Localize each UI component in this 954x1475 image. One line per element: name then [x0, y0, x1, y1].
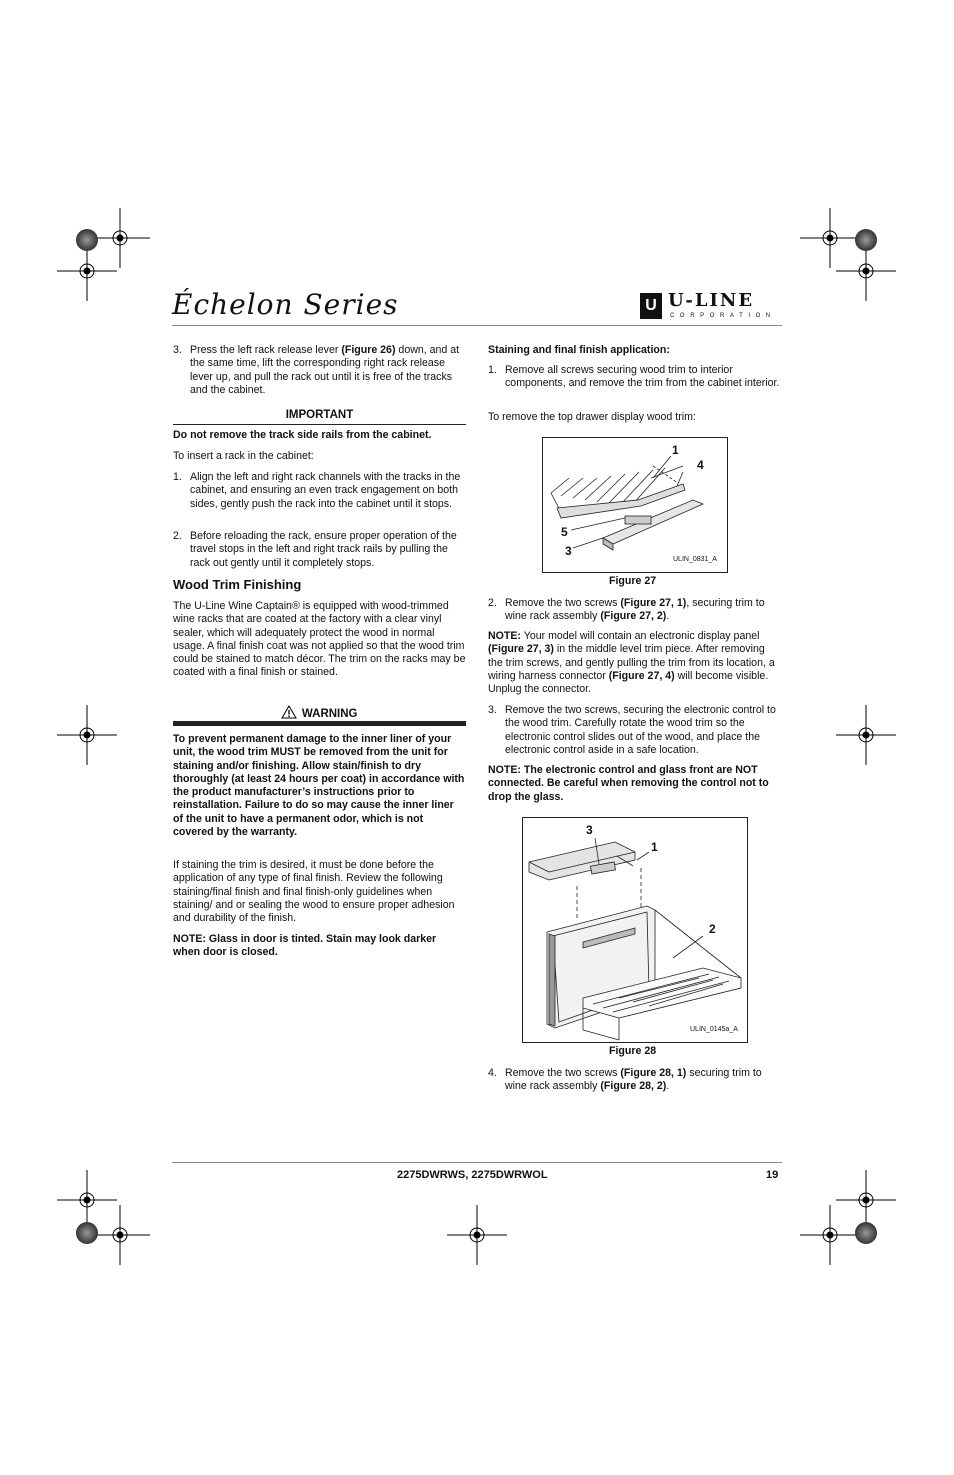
logo-name: U-LINE	[668, 290, 755, 311]
section-title: Wood Trim Finishing	[173, 577, 302, 592]
fig27-callout-1: 1	[672, 443, 679, 457]
staining-heading: Staining and final finish application:	[488, 344, 670, 356]
fig27-callout-5: 5	[561, 525, 568, 539]
footer-models: 2275DWRWS, 2275DWRWOL	[397, 1169, 548, 1181]
fig28-callout-2: 2	[709, 922, 716, 936]
important-heading: IMPORTANT	[285, 409, 354, 421]
fig28-code: ULIN_0145a_A	[690, 1026, 738, 1033]
staining-paragraph: If staining the trim is desired, it must be done before the application of any type of final finish. Review the following staining/final finish and final finish-only guidelines when staining/ and or sealing the wood to ensure proper adhesion and durability of the finish.	[173, 859, 455, 925]
footer-rule	[172, 1162, 782, 1163]
insert-intro: To insert a rack in the cabinet:	[173, 450, 314, 462]
figure-28	[522, 817, 748, 1043]
header-rule	[172, 325, 782, 326]
warning-heading: WARNING	[301, 708, 358, 720]
wood-paragraph: The U-Line Wine Captain® is equipped with wood-trimmed wine racks that are coated at the factory with a clear vinyl sealer, which will adequately protect the wood in normal usage. A final finish coat was not applied so that the wood trim could be stained to match décor. The trim on the racks may be coated with a final finish or stained.	[173, 600, 466, 679]
remove-top-intro: To remove the top drawer display wood trim:	[488, 411, 696, 423]
fig27-callout-3: 3	[565, 544, 572, 558]
important-text: Do not remove the track side rails from the cabinet.	[173, 429, 432, 441]
fig28-callout-1: 1	[651, 840, 658, 854]
brand-logo	[640, 290, 782, 323]
series-title: Échelon Series	[172, 288, 399, 321]
figure-28-caption: Figure 28	[609, 1045, 657, 1057]
logo-sub: CORPORATION	[670, 313, 776, 319]
warning-rule	[173, 721, 466, 726]
figure-27	[542, 437, 728, 573]
page-number: 19	[766, 1169, 779, 1181]
control-glass-note: NOTE: The electronic control and glass front are NOT connected. Be careful when removing the control not to drop the glass.	[488, 764, 769, 803]
logo-box-icon: U	[640, 293, 662, 319]
fig27-code: ULIN_0831_A	[673, 556, 717, 563]
fig27-callout-4: 4	[697, 458, 704, 472]
glass-note: NOTE: Glass in door is tinted. Stain may look darker when door is closed.	[173, 933, 437, 959]
warning-text: To prevent permanent damage to the inner liner of your unit, the wood trim MUST be removed from the unit for staining and/or finishing. Allow stain/finish to dry thoroughly (at least 24 hours per coat) in accordance with the product manufacturer’s instructions prior to reinstallation. Failure to do so may cause the inner liner of the unit to have a permanent odor, which is not covered by the warranty.	[173, 733, 465, 839]
figure-27-caption: Figure 27	[609, 575, 657, 587]
display-panel-note: NOTE: Your model will contain an electronic display panel (Figure 27, 3) in the middle level trim piece. After removing the trim screws, and gently pulling the trim from its location, a wiring harness connector (Figure 27, 4) will become visible. Unplug the connector.	[488, 630, 775, 696]
important-rule	[173, 424, 466, 425]
fig28-callout-3: 3	[586, 823, 593, 837]
